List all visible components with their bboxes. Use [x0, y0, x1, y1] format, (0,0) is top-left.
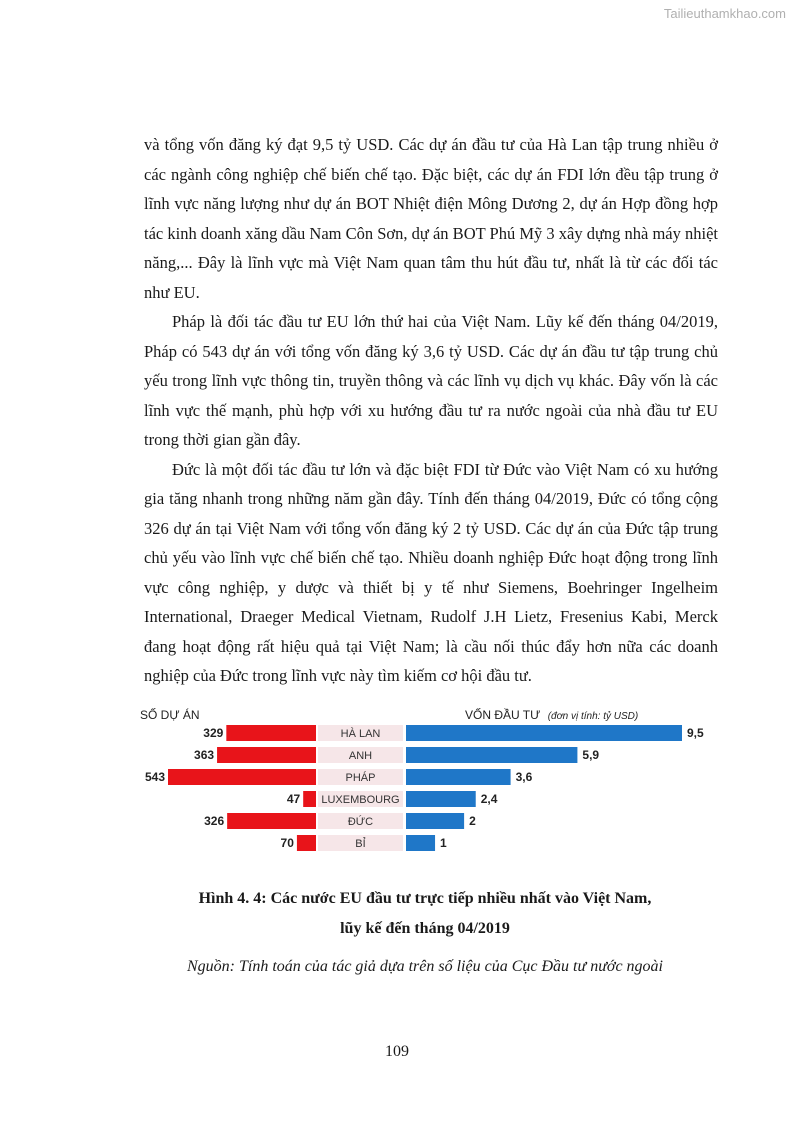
category-label-2: PHÁP	[345, 772, 376, 784]
project-bar-3	[303, 791, 316, 807]
category-label-4: ĐỨC	[347, 816, 374, 828]
capital-bar-1	[406, 747, 577, 763]
paragraph-1: và tổng vốn đăng ký đạt 9,5 tỷ USD. Các dự án đầu tư của Hà Lan tập trung nhiều ở các ngành công nghiệp chế biến chế tạo. Đặc biệt, các dự án FDI lớn đều tập trung ở lĩnh vực năng lượng như dự án BOT Nhiệt điện Mông Dương 2, dự án Hợp đồng hợp tác kinh doanh xăng dầu Nam Côn Sơn, dự án BOT Phú Mỹ 3 xây dựng nhà máy nhiệt năng,... Đây là lĩnh vực mà Việt Nam quan tâm thu hút đầu tư, nhất là từ các đối tác như EU.	[144, 135, 718, 302]
right-axis-title-unit: (đơn vị tính: tỷ USD)	[547, 711, 639, 722]
capital-value-3: 2,4	[480, 792, 498, 806]
capital-bar-5	[406, 835, 435, 851]
page-number: 109	[385, 1043, 409, 1060]
capital-bar-0	[406, 725, 682, 741]
project-value-2: 543	[144, 770, 165, 784]
left-axis-title: SỐ DỰ ÁN	[140, 708, 200, 722]
capital-value-2: 3,6	[515, 770, 533, 784]
fdi-chart	[138, 705, 720, 865]
category-label-0: HÀ LAN	[340, 728, 381, 740]
category-label-5: BỈ	[355, 838, 366, 850]
capital-bar-3	[406, 791, 476, 807]
capital-value-0: 9,5	[687, 726, 704, 740]
body-text	[144, 130, 718, 691]
category-label-1: ANH	[348, 750, 373, 762]
project-value-4: 326	[204, 814, 225, 828]
figure-caption-line1: Hình 4. 4: Các nước EU đầu tư trực tiếp nhiều nhất vào Việt Nam,	[198, 890, 652, 907]
figure-source: Nguồn: Tính toán của tác giả dựa trên số liệu của Cục Đầu tư nước ngoài	[186, 958, 663, 975]
project-bar-4	[227, 813, 316, 829]
right-axis-title-main: VỐN ĐẦU TƯ	[465, 708, 541, 722]
capital-value-1: 5,9	[582, 748, 600, 762]
project-value-0: 329	[203, 726, 224, 740]
project-bar-0	[226, 725, 316, 741]
project-bar-2	[168, 769, 316, 785]
category-label-3: LUXEMBOURG	[321, 794, 400, 806]
watermark: Tailieuthamkhao.com	[663, 6, 786, 21]
project-value-1: 363	[194, 748, 215, 762]
figure-caption-line2: lũy kế đến tháng 04/2019	[340, 920, 510, 937]
project-value-3: 47	[286, 792, 301, 806]
right-axis-title	[465, 707, 638, 722]
paragraph-3: Đức là một đối tác đầu tư lớn và đặc biệt FDI từ Đức vào Việt Nam có xu hướng gia tăng nhanh trong những năm gần đây. Tính đến tháng 04/2019, Đức có tổng cộng 326 dự án tại Việt Nam với tổng vốn đăng ký 2 tỷ USD. Các dự án của Đức tập trung chủ yếu vào lĩnh vực chế biến chế tạo. Nhiều doanh nghiệp Đức hoạt động trong lĩnh vực công nghiệp, y dược và thiết bị y tế như Siemens, Boehringer Ingelheim International, Draeger Medical Vietnam, Rudolf J.H Lietz, Fresenius Kabi, Merck đang hoạt động rất hiệu quả tại Việt Nam; là cầu nối thúc đẩy hơn nữa các doanh nghiệp của Đức trong lĩnh vực này tìm kiếm cơ hội đầu tư.	[144, 459, 718, 685]
capital-value-4: 2	[469, 814, 476, 828]
capital-bar-4	[406, 813, 464, 829]
project-bar-5	[297, 835, 316, 851]
capital-value-5: 1	[440, 836, 447, 850]
project-value-5: 70	[280, 836, 294, 850]
paragraph-2: Pháp là đối tác đầu tư EU lớn thứ hai của Việt Nam. Lũy kế đến tháng 04/2019, Pháp có 543 dự án với tổng vốn đăng ký 3,6 tỷ USD. Các dự án đầu tư tập trung chủ yếu trong lĩnh vực thông tin, truyền thông và các lĩnh vụ dịch vụ khác. Đây vốn là các lĩnh vực thế mạnh, phù hợp với xu hướng đầu tư ra nước ngoài của nhà đầu tư EU trong thời gian gần đây.	[144, 312, 718, 449]
project-bar-1	[217, 747, 316, 763]
capital-bar-2	[406, 769, 511, 785]
